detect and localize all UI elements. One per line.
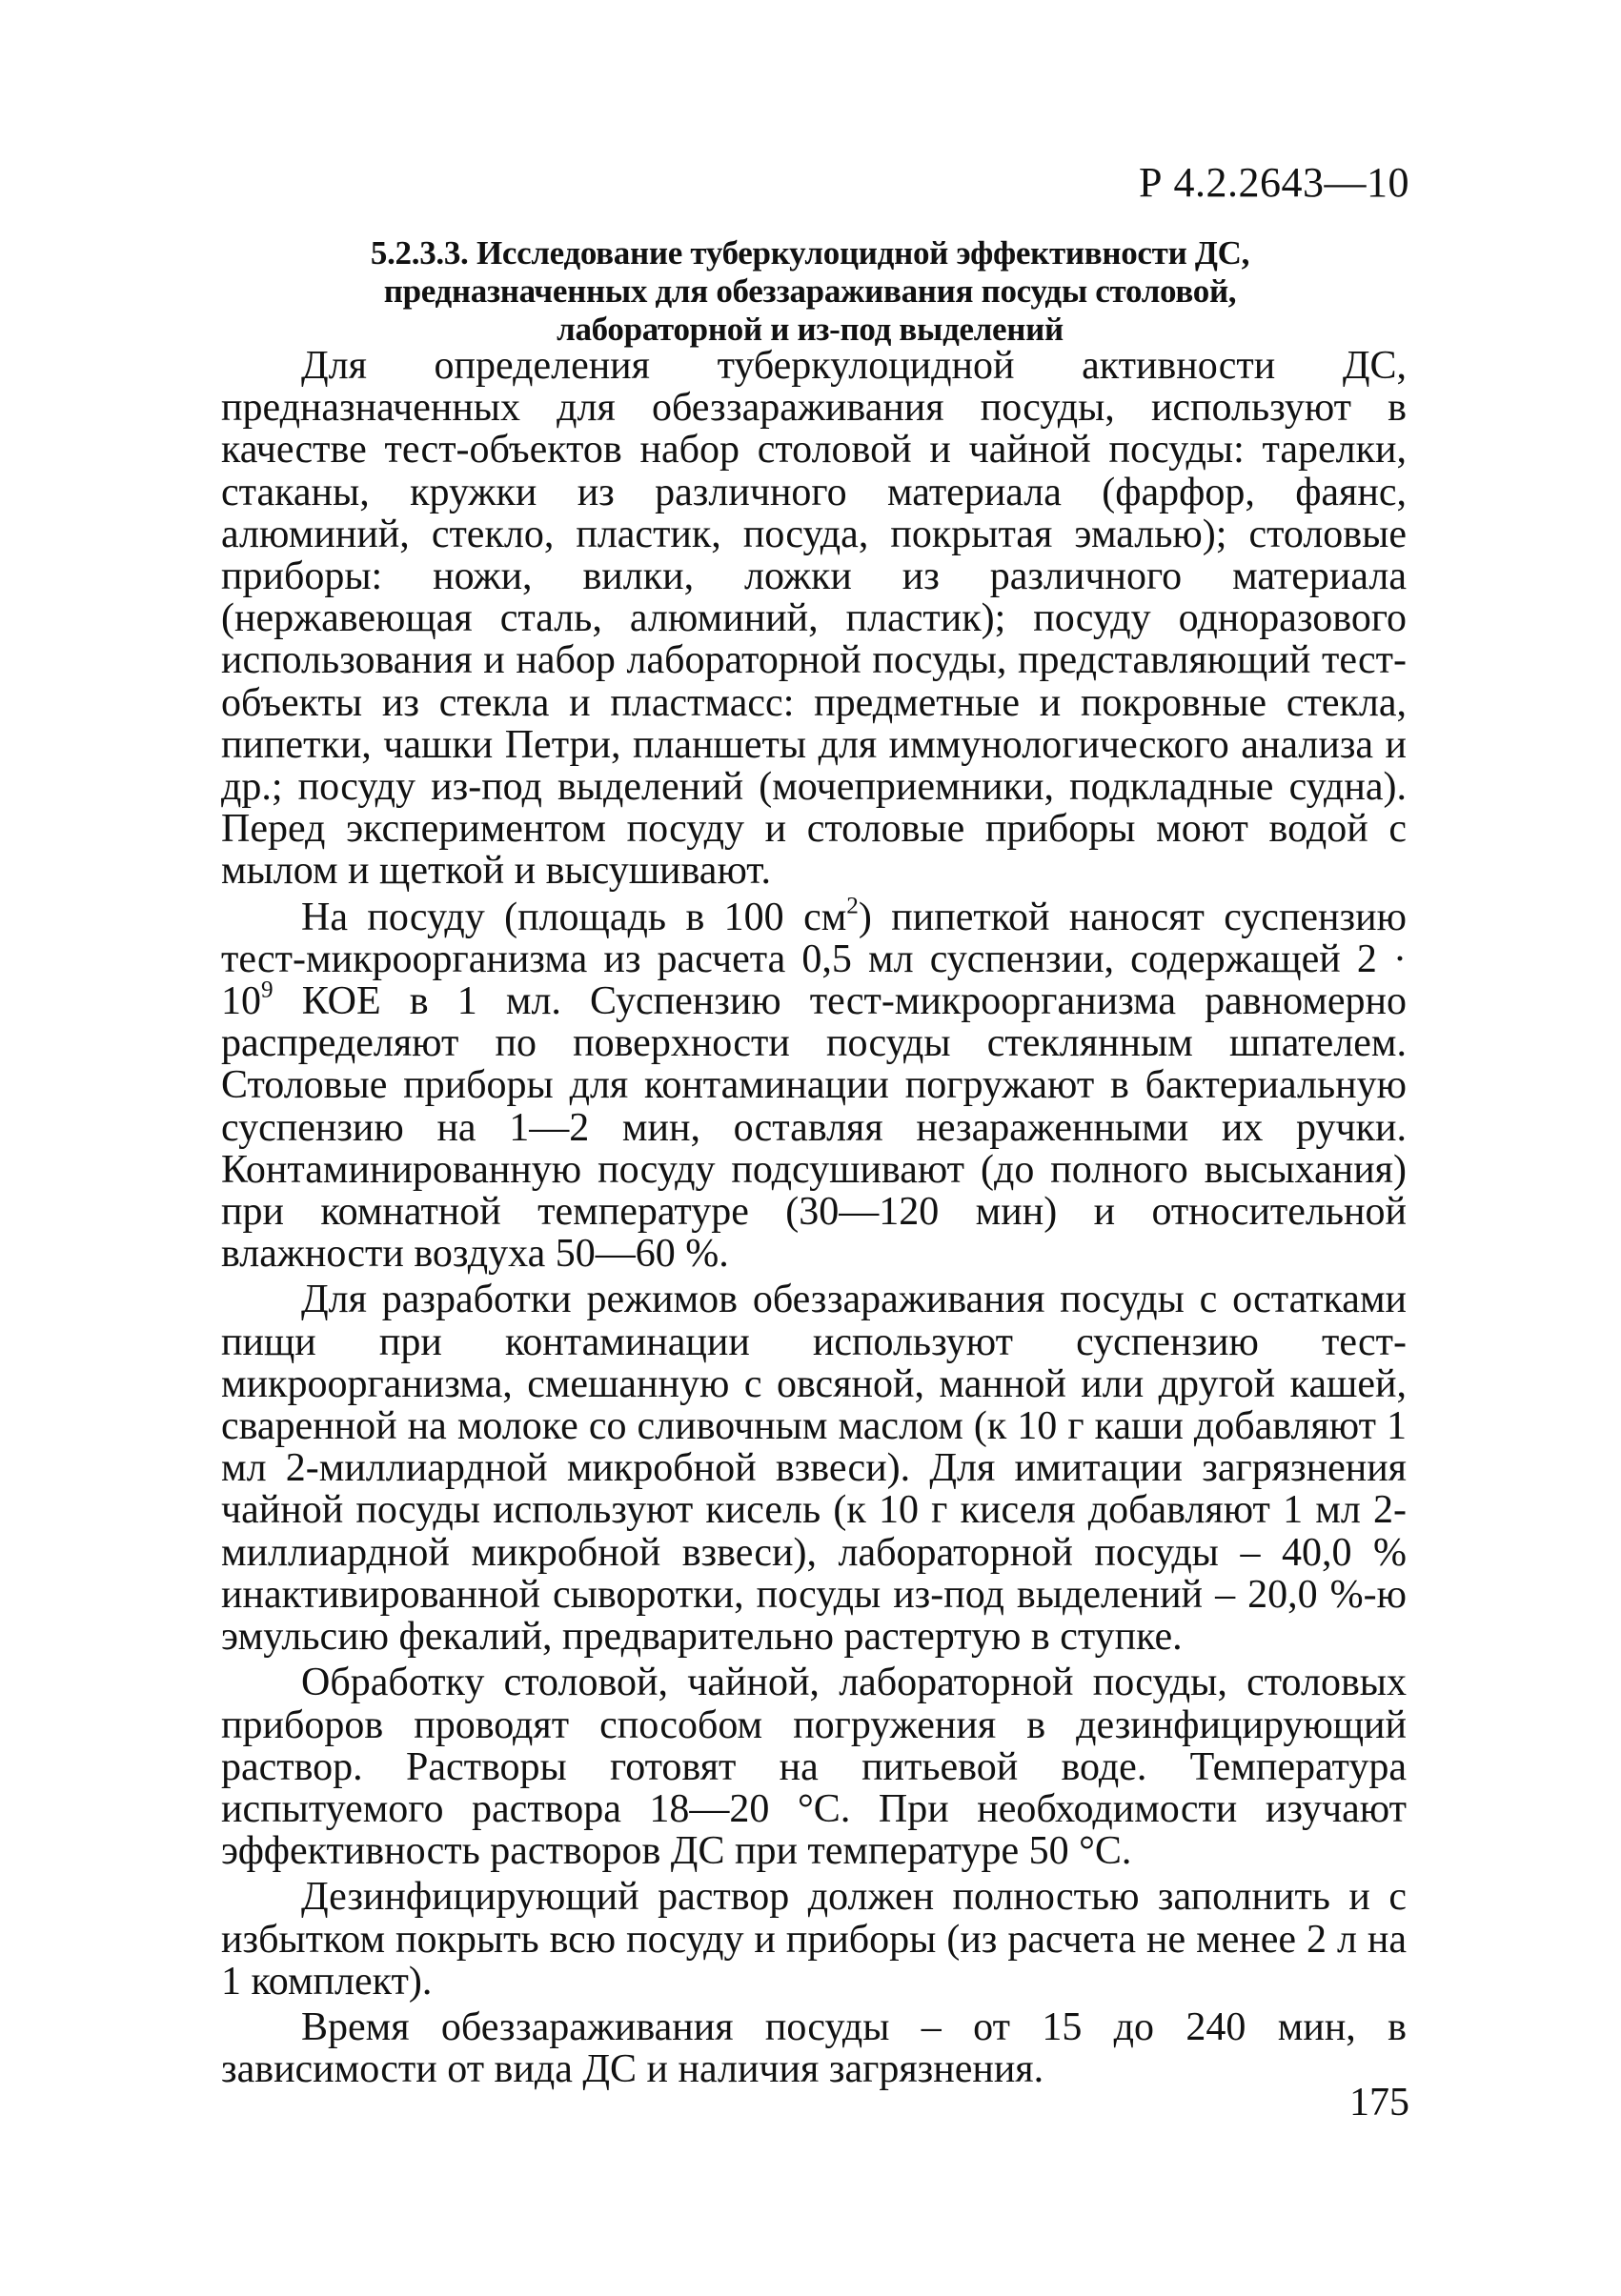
paragraph: Для определения туберкулоцидной активности ДС, предназначенных для обеззараживания посуды, используют в качестве тест-объектов набор столовой и чайной посуды: тарелки, стаканы, кружки из различного материала (фарфор, фаянс, алюминий, стекло, пластик, посуда, покрытая эмалью); столовые приборы: ножи, вилки, ложки из различного материала (нержавеющая сталь, алюминий, пластик); посуду одноразового использования и набор лабораторной посуды, представляющий тест-объекты из стекла и пластмасс: предметные и покровные стекла, пипетки, чашки Петри, планшеты для иммунологического анализа и др.; посуду из-под выделений (мочеприемники, подкладные судна). Перед экспериментом посуду и столовые приборы моют водой с мылом и щеткой и высушивают.	[221, 344, 1407, 894]
section-heading	[219, 234, 1401, 349]
paragraph	[221, 893, 1407, 1277]
section-heading-line: 5.2.3.3. Исследование туберкулоцидной эффективности ДС,	[370, 234, 1250, 272]
paragraph: Время обеззараживания посуды – от 15 до 240 мин, в зависимости от вида ДС и наличия загрязнения.	[221, 2004, 1407, 2092]
paragraph-text: На посуду (площадь в 100 см	[301, 895, 847, 939]
paragraph: Дезинфицирующий раствор должен полностью заполнить и с избытком покрыть всю посуду и приборы (из расчета не менее 2 л на 1 комплект).	[221, 1875, 1407, 2004]
paragraph-text: ) пипеткой наносят суспензию тест-микроорганизма из расчета 0,5 мл суспензии, содержащей 2 · 10	[221, 895, 1407, 1024]
superscript: 9	[261, 977, 274, 1003]
paragraph: Для разработки режимов обеззараживания посуды с остатками пищи при контаминации используют суспензию тест-микроорганизма, смешанную с овсяной, манной или другой кашей, сваренной на молоке со сливочным маслом (к 10 г каши добавляют 1 мл 2-миллиардной микробной взвеси). Для имитации загрязнения чайной посуды используют кисель (к 10 г киселя добавляют 1 мл 2-миллиардной микробной взвеси), лабораторной посуды – 40,0 % инактивированной сыворотки, посуды из-под выделений – 20,0 %-ю эмульсию фекалий, предварительно растертую в ступке.	[221, 1278, 1407, 1660]
superscript: 2	[846, 893, 859, 919]
paragraph-text: КОЕ в 1 мл. Суспензию тест-микроорганизма равномерно распределяют по поверхности посуды стеклянным шпателем. Столовые приборы для контаминации погружают в бактериальную суспензию на 1—2 мин, оставляя незараженными их ручки. Контаминированную посуду подсушивают (до полного высыхания) при комнатной температуре (30—120 мин) и относительной влажности воздуха 50—60 %.	[221, 979, 1407, 1277]
document-code: Р 4.2.2643—10	[1139, 159, 1409, 206]
body-text	[221, 345, 1407, 2090]
page-number: 175	[1349, 2081, 1409, 2125]
section-heading-line: предназначенных для обеззараживания посуды столовой,	[383, 272, 1237, 310]
paragraph: Обработку столовой, чайной, лабораторной посуды, столовых приборов проводят способом погружения в дезинфицирующий раствор. Растворы готовят на питьевой воде. Температура испытуемого раствора 18—20 °С. При необходимости изучают эффективность растворов ДС при температуре 50 °С.	[221, 1661, 1407, 1874]
section-heading-line: лабораторной и из-под выделений	[557, 311, 1064, 348]
